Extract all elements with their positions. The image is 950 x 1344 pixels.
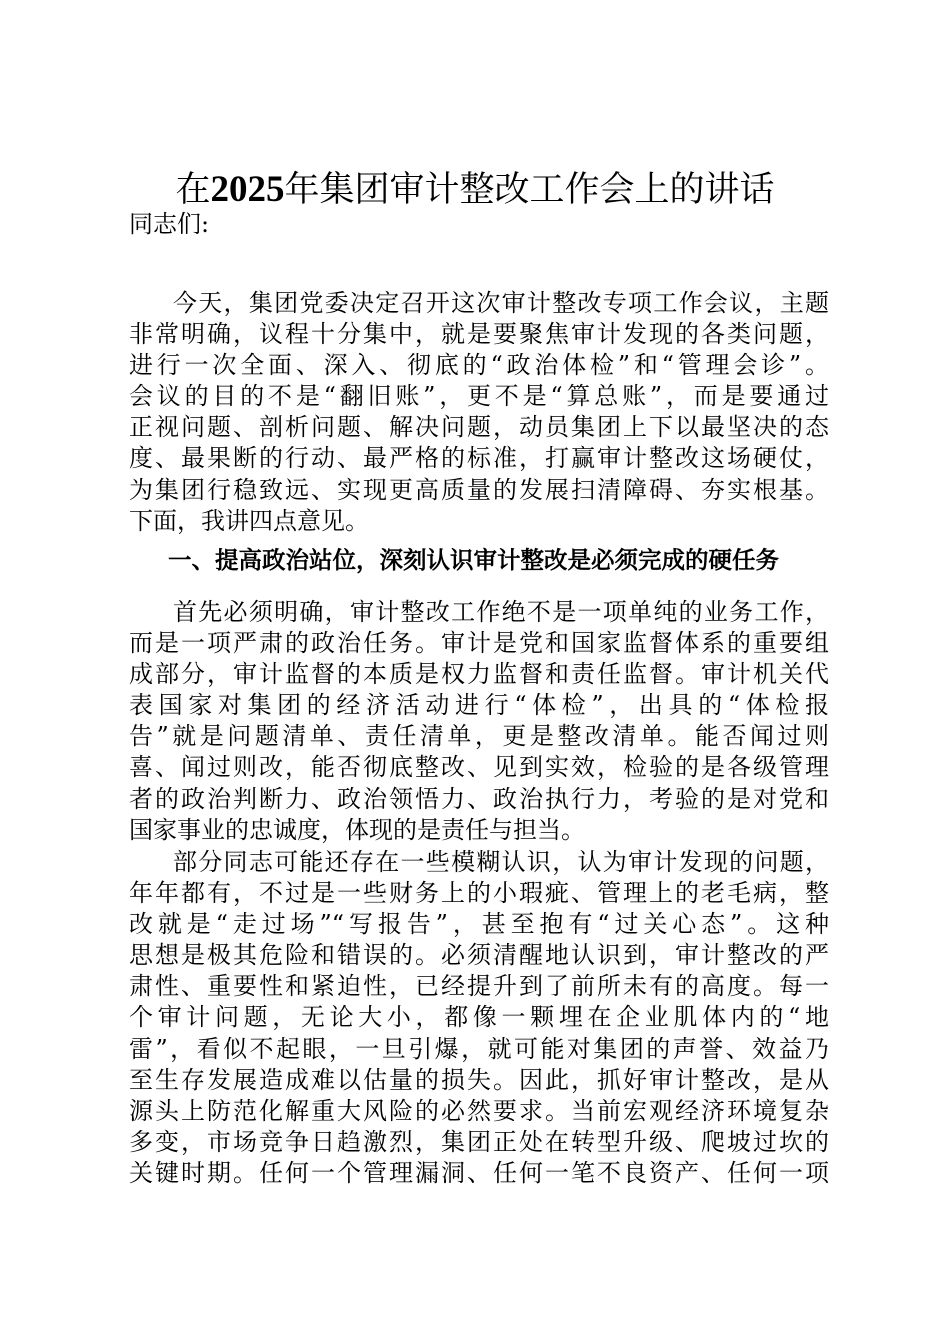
paragraph-misconceptions xyxy=(129,847,829,1189)
paragraph-line: 关键时期。任何一个管理漏洞、任何一笔不良资产、任何一项 xyxy=(129,1158,829,1187)
paragraph-line: 至生存发展造成难以估量的损失。因此，抓好审计整改，是从 xyxy=(129,1065,829,1094)
title-year: 2025 xyxy=(210,169,285,210)
paragraph-line: 多变，市场竞争日趋激烈，集团正处在转型升级、爬坡过坎的 xyxy=(129,1127,829,1156)
title-prefix: 在 xyxy=(175,170,211,210)
paragraph-line: 为集团行稳致远、实现更高质量的发展扫清障碍、夯实根基。 xyxy=(129,475,829,504)
paragraph-line: 度、最果断的行动、最严格的标准，打赢审计整改这场硬仗， xyxy=(129,444,829,473)
paragraph-line: 下面，我讲四点意见。 xyxy=(129,506,369,535)
paragraph-line: 肃性、重要性和紧迫性，已经提升到了前所未有的高度。每一 xyxy=(129,972,829,1001)
paragraph-line: 会议的目的不是“翻旧账”，更不是“算总账”，而是要通过 xyxy=(129,382,829,411)
paragraph-line: 国家事业的忠诚度，体现的是责任与担当。 xyxy=(129,815,585,844)
paragraph-line: 部分同志可能还存在一些模糊认识，认为审计发现的问题， xyxy=(173,848,829,876)
paragraph-line: 成部分，审计监督的本质是权力监督和责任监督。审计机关代 xyxy=(129,660,829,689)
paragraph-opening xyxy=(129,288,829,537)
paragraph-line: 而是一项严肃的政治任务。审计是党和国家监督体系的重要组 xyxy=(129,629,829,658)
paragraph-line: 告”就是问题清单、责任清单，更是整改清单。能否闻过则 xyxy=(129,722,829,751)
paragraph-line: 喜、闻过则改，能否彻底整改、见到实效，检验的是各级管理 xyxy=(129,753,829,782)
salutation: 同志们: xyxy=(129,210,210,238)
paragraph-line: 雷”，看似不起眼，一旦引爆，就可能对集团的声誉、效益乃 xyxy=(129,1034,829,1063)
document-title xyxy=(0,168,950,212)
paragraph-political-task xyxy=(129,597,829,846)
paragraph-line: 进行一次全面、深入、彻底的“政治体检”和“管理会诊”。 xyxy=(129,351,829,380)
paragraph-line: 今天，集团党委决定召开这次审计整改专项工作会议，主题 xyxy=(173,289,829,317)
paragraph-line: 年年都有，不过是一些财务上的小瑕疵、管理上的老毛病，整 xyxy=(129,879,829,908)
paragraph-line: 表国家对集团的经济活动进行“体检”，出具的“体检报 xyxy=(129,691,829,720)
paragraph-line: 非常明确，议程十分集中，就是要聚焦审计发现的各类问题， xyxy=(129,320,829,349)
section-heading: 一、提高政治站位，深刻认识审计整改是必须完成的硬任务 xyxy=(168,546,779,574)
paragraph-line: 个审计问题，无论大小，都像一颗埋在企业肌体内的“地 xyxy=(129,1003,829,1032)
paragraph-line: 思想是极其危险和错误的。必须清醒地认识到，审计整改的严 xyxy=(129,941,829,970)
paragraph-line: 改就是“走过场”“写报告”，甚至抱有“过关心态”。这种 xyxy=(129,910,829,939)
paragraph-line: 源头上防范化解重大风险的必然要求。当前宏观经济环境复杂 xyxy=(129,1096,829,1125)
paragraph-line: 者的政治判断力、政治领悟力、政治执行力，考验的是对党和 xyxy=(129,784,829,813)
paragraph-line: 首先必须明确，审计整改工作绝不是一项单纯的业务工作， xyxy=(173,598,829,626)
paragraph-line: 正视问题、剖析问题、解决问题，动员集团上下以最坚决的态 xyxy=(129,413,829,442)
title-suffix: 年集团审计整改工作会上的讲话 xyxy=(284,170,775,210)
